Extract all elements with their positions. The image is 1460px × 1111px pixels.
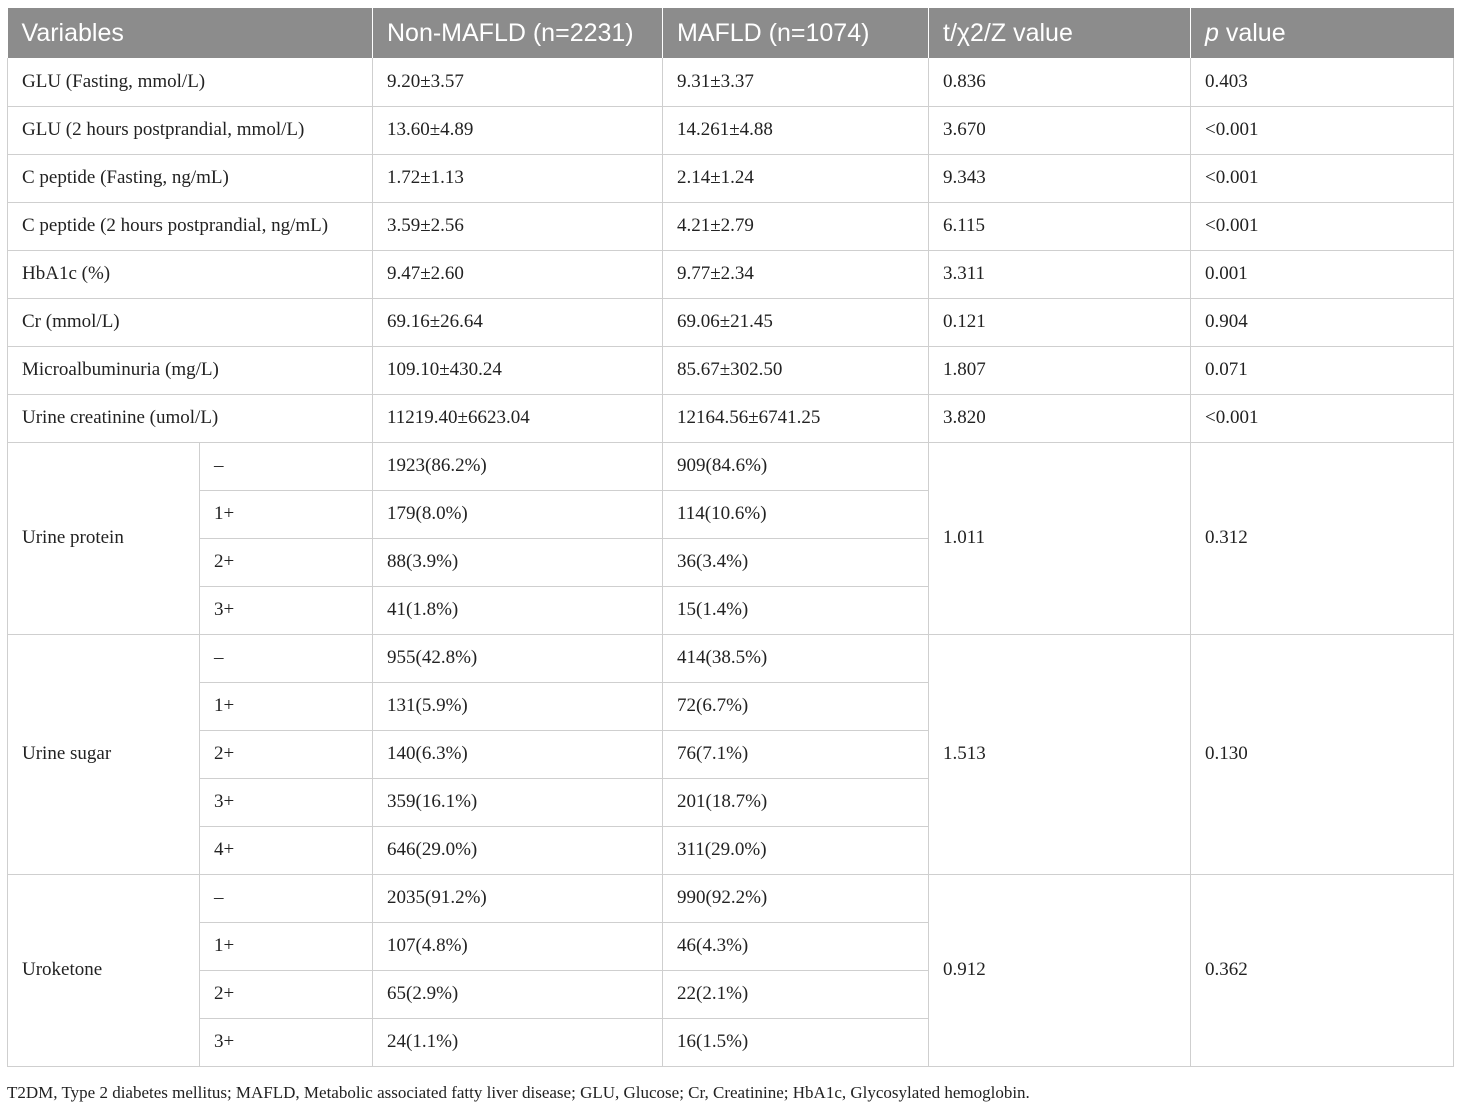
mafld-value: 414(38.5%) — [663, 634, 929, 682]
table-body — [8, 58, 1454, 1066]
stat-value: 1.011 — [929, 442, 1191, 634]
level-label: – — [200, 634, 373, 682]
table-row — [8, 298, 1454, 346]
group-label: Urine protein — [8, 442, 200, 634]
non-mafld-value: 179(8.0%) — [373, 490, 663, 538]
results-table — [7, 8, 1454, 1067]
header-p-value — [1191, 8, 1454, 58]
table-row — [8, 154, 1454, 202]
stat-value: 0.836 — [929, 58, 1191, 106]
table-row — [8, 394, 1454, 442]
variable-label: GLU (Fasting, mmol/L) — [8, 58, 373, 106]
header-non-mafld: Non-MAFLD (n=2231) — [373, 8, 663, 58]
mafld-value: 990(92.2%) — [663, 874, 929, 922]
p-value: <0.001 — [1191, 154, 1454, 202]
stat-value: 9.343 — [929, 154, 1191, 202]
mafld-value: 9.77±2.34 — [663, 250, 929, 298]
mafld-value: 16(1.5%) — [663, 1018, 929, 1066]
mafld-value: 9.31±3.37 — [663, 58, 929, 106]
p-value: 0.904 — [1191, 298, 1454, 346]
group-label: Uroketone — [8, 874, 200, 1066]
non-mafld-value: 11219.40±6623.04 — [373, 394, 663, 442]
non-mafld-value: 359(16.1%) — [373, 778, 663, 826]
table-row — [8, 442, 1454, 490]
variable-label: Cr (mmol/L) — [8, 298, 373, 346]
table-row — [8, 874, 1454, 922]
non-mafld-value: 41(1.8%) — [373, 586, 663, 634]
stat-value: 1.807 — [929, 346, 1191, 394]
p-value: 0.362 — [1191, 874, 1454, 1066]
header-p-italic: p — [1205, 18, 1219, 47]
level-label: 3+ — [200, 778, 373, 826]
mafld-value: 76(7.1%) — [663, 730, 929, 778]
level-label: 2+ — [200, 730, 373, 778]
p-value: 0.403 — [1191, 58, 1454, 106]
mafld-value: 36(3.4%) — [663, 538, 929, 586]
p-value: <0.001 — [1191, 106, 1454, 154]
non-mafld-value: 140(6.3%) — [373, 730, 663, 778]
group-label: Urine sugar — [8, 634, 200, 874]
non-mafld-value: 9.47±2.60 — [373, 250, 663, 298]
p-value: <0.001 — [1191, 202, 1454, 250]
table-row — [8, 634, 1454, 682]
table-row — [8, 106, 1454, 154]
mafld-value: 201(18.7%) — [663, 778, 929, 826]
header-p-rest: value — [1218, 18, 1286, 47]
non-mafld-value: 131(5.9%) — [373, 682, 663, 730]
non-mafld-value: 1.72±1.13 — [373, 154, 663, 202]
stat-value: 6.115 — [929, 202, 1191, 250]
stat-value: 0.912 — [929, 874, 1191, 1066]
mafld-value: 72(6.7%) — [663, 682, 929, 730]
mafld-value: 311(29.0%) — [663, 826, 929, 874]
table-row — [8, 202, 1454, 250]
non-mafld-value: 955(42.8%) — [373, 634, 663, 682]
stat-value: 0.121 — [929, 298, 1191, 346]
level-label: 4+ — [200, 826, 373, 874]
p-value: 0.312 — [1191, 442, 1454, 634]
variable-label: C peptide (Fasting, ng/mL) — [8, 154, 373, 202]
level-label: 1+ — [200, 922, 373, 970]
mafld-value: 909(84.6%) — [663, 442, 929, 490]
mafld-value: 46(4.3%) — [663, 922, 929, 970]
non-mafld-value: 24(1.1%) — [373, 1018, 663, 1066]
level-label: – — [200, 442, 373, 490]
p-value: 0.071 — [1191, 346, 1454, 394]
header-variables: Variables — [8, 8, 373, 58]
mafld-value: 14.261±4.88 — [663, 106, 929, 154]
level-label: 2+ — [200, 538, 373, 586]
mafld-value: 22(2.1%) — [663, 970, 929, 1018]
level-label: 1+ — [200, 682, 373, 730]
p-value: 0.001 — [1191, 250, 1454, 298]
non-mafld-value: 69.16±26.64 — [373, 298, 663, 346]
non-mafld-value: 2035(91.2%) — [373, 874, 663, 922]
table-footnote: T2DM, Type 2 diabetes mellitus; MAFLD, Metabolic associated fatty liver disease; GLU, Glucose; Cr, Creatinine; HbA1c, Glycosylated hemoglobin. — [7, 1083, 1030, 1102]
stat-value: 3.670 — [929, 106, 1191, 154]
non-mafld-value: 3.59±2.56 — [373, 202, 663, 250]
variable-label: GLU (2 hours postprandial, mmol/L) — [8, 106, 373, 154]
header-mafld: MAFLD (n=1074) — [663, 8, 929, 58]
non-mafld-value: 109.10±430.24 — [373, 346, 663, 394]
stat-value: 3.311 — [929, 250, 1191, 298]
table-row — [8, 250, 1454, 298]
mafld-value: 85.67±302.50 — [663, 346, 929, 394]
non-mafld-value: 107(4.8%) — [373, 922, 663, 970]
table-row — [8, 58, 1454, 106]
variable-label: C peptide (2 hours postprandial, ng/mL) — [8, 202, 373, 250]
header-row — [8, 8, 1454, 58]
stat-value: 1.513 — [929, 634, 1191, 874]
level-label: – — [200, 874, 373, 922]
stat-value: 3.820 — [929, 394, 1191, 442]
level-label: 1+ — [200, 490, 373, 538]
level-label: 3+ — [200, 1018, 373, 1066]
mafld-value: 12164.56±6741.25 — [663, 394, 929, 442]
mafld-value: 15(1.4%) — [663, 586, 929, 634]
non-mafld-value: 9.20±3.57 — [373, 58, 663, 106]
variable-label: Urine creatinine (umol/L) — [8, 394, 373, 442]
non-mafld-value: 13.60±4.89 — [373, 106, 663, 154]
non-mafld-value: 65(2.9%) — [373, 970, 663, 1018]
mafld-value: 4.21±2.79 — [663, 202, 929, 250]
mafld-value: 69.06±21.45 — [663, 298, 929, 346]
variable-label: Microalbuminuria (mg/L) — [8, 346, 373, 394]
non-mafld-value: 1923(86.2%) — [373, 442, 663, 490]
header-stat: t/χ2/Z value — [929, 8, 1191, 58]
variable-label: HbA1c (%) — [8, 250, 373, 298]
level-label: 3+ — [200, 586, 373, 634]
level-label: 2+ — [200, 970, 373, 1018]
non-mafld-value: 88(3.9%) — [373, 538, 663, 586]
table-row — [8, 346, 1454, 394]
p-value: 0.130 — [1191, 634, 1454, 874]
mafld-value: 114(10.6%) — [663, 490, 929, 538]
mafld-value: 2.14±1.24 — [663, 154, 929, 202]
p-value: <0.001 — [1191, 394, 1454, 442]
non-mafld-value: 646(29.0%) — [373, 826, 663, 874]
table-container — [7, 8, 1453, 1067]
